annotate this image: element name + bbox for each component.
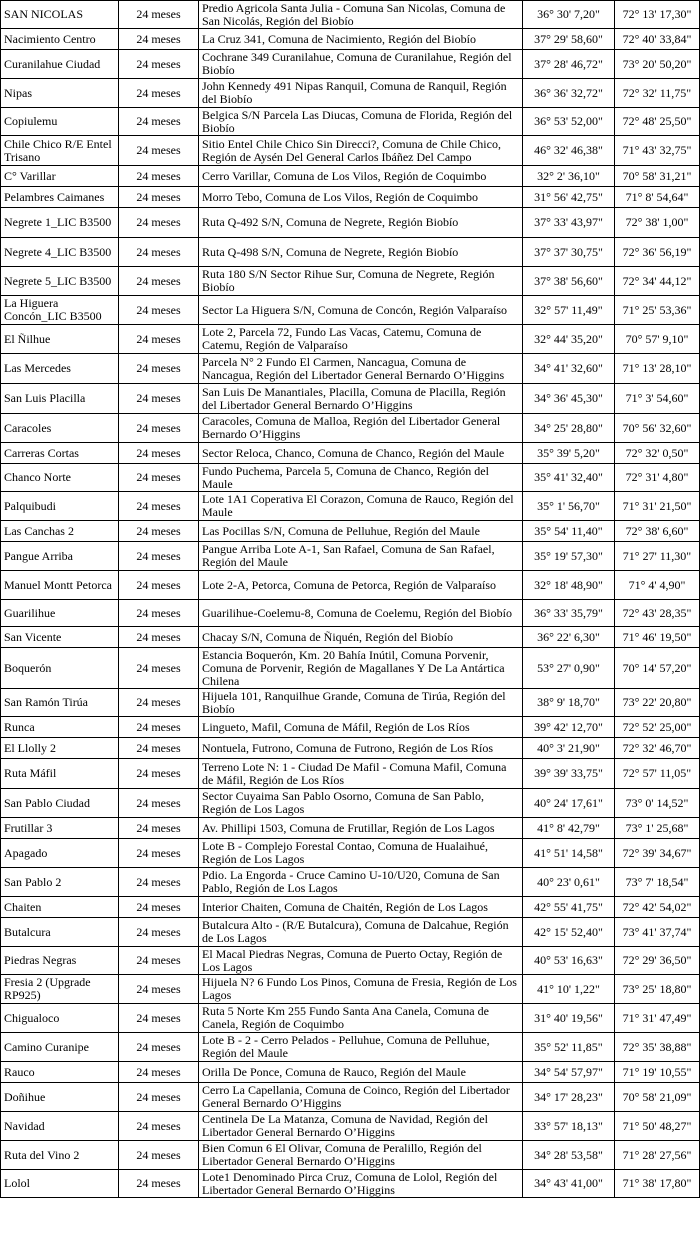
latitude: 36° 22' 6,30"	[523, 627, 615, 648]
site-name: El Ñilhue	[1, 325, 119, 354]
longitude: 72° 42' 54,02"	[615, 897, 700, 918]
site-address: La Cruz 341, Comuna de Nacimiento, Región del Biobío	[199, 29, 523, 50]
site-address: Interior Chaiten, Comuna de Chaitén, Región de Los Lagos	[199, 897, 523, 918]
contract-term: 24 meses	[119, 759, 199, 789]
latitude: 36° 36' 32,72"	[523, 79, 615, 108]
site-address: El Macal Piedras Negras, Comuna de Puerto Octay, Región de Los Lagos	[199, 947, 523, 975]
table-row	[1, 918, 700, 947]
site-address: Chacay S/N, Comuna de Ñiquén, Región del Biobío	[199, 627, 523, 648]
contract-term: 24 meses	[119, 1112, 199, 1141]
site-name: Carreras Cortas	[1, 443, 119, 464]
latitude: 36° 53' 52,00"	[523, 108, 615, 136]
table-row	[1, 108, 700, 136]
contract-term: 24 meses	[119, 818, 199, 839]
longitude: 71° 31' 21,50"	[615, 492, 700, 521]
table-row	[1, 50, 700, 79]
site-address: Nontuela, Futrono, Comuna de Futrono, Región de Los Ríos	[199, 738, 523, 759]
table-row	[1, 208, 700, 238]
site-name: Las Mercedes	[1, 354, 119, 384]
site-address: Orilla De Ponce, Comuna de Rauco, Región del Maule	[199, 1062, 523, 1083]
latitude: 38° 9' 18,70"	[523, 689, 615, 717]
latitude: 35° 1' 56,70"	[523, 492, 615, 521]
latitude: 32° 18' 48,90"	[523, 571, 615, 600]
site-name: Chile Chico R/E Entel Trisano	[1, 136, 119, 166]
site-address: Av. Phillipi 1503, Comuna de Frutillar, Región de Los Lagos	[199, 818, 523, 839]
table-row	[1, 29, 700, 50]
latitude: 34° 41' 32,60"	[523, 354, 615, 384]
site-name: Negrete 5_LIC B3500	[1, 267, 119, 296]
contract-term: 24 meses	[119, 975, 199, 1004]
latitude: 37° 38' 56,60"	[523, 267, 615, 296]
contract-term: 24 meses	[119, 648, 199, 689]
contract-term: 24 meses	[119, 789, 199, 818]
table-row	[1, 542, 700, 571]
table-row	[1, 443, 700, 464]
longitude: 72° 52' 25,00"	[615, 717, 700, 738]
site-name: Chanco Norte	[1, 464, 119, 492]
table-row	[1, 1062, 700, 1083]
table-body	[1, 1, 700, 1198]
contract-term: 24 meses	[119, 1, 199, 29]
longitude: 73° 7' 18,54"	[615, 868, 700, 897]
latitude: 35° 41' 32,40"	[523, 464, 615, 492]
site-address: Terreno Lote N: 1 - Ciudad De Mafil - Comuna Mafil, Comuna de Máfil, Región de Los Ríos	[199, 759, 523, 789]
site-address: Parcela N° 2 Fundo El Carmen, Nancagua, Comuna de Nancagua, Región del Libertador General Bernardo O’Higgins	[199, 354, 523, 384]
table-row	[1, 1033, 700, 1062]
contract-term: 24 meses	[119, 717, 199, 738]
site-address: Sector Cuyaima San Pablo Osorno, Comuna de San Pablo, Región de Los Lagos	[199, 789, 523, 818]
contract-term: 24 meses	[119, 1033, 199, 1062]
site-name: Negrete 1_LIC B3500	[1, 208, 119, 238]
longitude: 72° 36' 56,19"	[615, 238, 700, 267]
longitude: 72° 13' 17,30"	[615, 1, 700, 29]
table-row	[1, 492, 700, 521]
latitude: 46° 32' 46,38"	[523, 136, 615, 166]
site-name: San Pablo Ciudad	[1, 789, 119, 818]
contract-term: 24 meses	[119, 918, 199, 947]
site-name: Palquibudi	[1, 492, 119, 521]
longitude: 72° 29' 36,50"	[615, 947, 700, 975]
table-row	[1, 79, 700, 108]
contract-term: 24 meses	[119, 443, 199, 464]
site-address: Pangue Arriba Lote A-1, San Rafael, Comuna de San Rafael, Región del Maule	[199, 542, 523, 571]
latitude: 34° 28' 53,58"	[523, 1141, 615, 1170]
site-address: Morro Tebo, Comuna de Los Vilos, Región de Coquimbo	[199, 187, 523, 208]
site-name: Chaiten	[1, 897, 119, 918]
site-name: Pelambres Caimanes	[1, 187, 119, 208]
site-name: San Luis Placilla	[1, 384, 119, 414]
table-row	[1, 1004, 700, 1033]
site-name: San Pablo 2	[1, 868, 119, 897]
site-address: Ruta 5 Norte Km 255 Fundo Santa Ana Canela, Comuna de Canela, Región de Coquimbo	[199, 1004, 523, 1033]
contract-term: 24 meses	[119, 689, 199, 717]
latitude: 34° 43' 41,00"	[523, 1170, 615, 1198]
longitude: 71° 3' 54,60"	[615, 384, 700, 414]
table-row	[1, 296, 700, 325]
site-address: Predio Agricola Santa Julia - Comuna San Nicolas, Comuna de San Nicolás, Región del Biobío	[199, 1, 523, 29]
longitude: 72° 43' 28,35"	[615, 600, 700, 627]
site-name: Curanilahue Ciudad	[1, 50, 119, 79]
site-address: Lote 2, Parcela 72, Fundo Las Vacas, Catemu, Comuna de Catemu, Región de Valparaíso	[199, 325, 523, 354]
site-address: Centinela De La Matanza, Comuna de Navidad, Región del Libertador General Bernardo O’Higgins	[199, 1112, 523, 1141]
site-address: Ruta 180 S/N Sector Rihue Sur, Comuna de Negrete, Región Biobío	[199, 267, 523, 296]
site-name: Lolol	[1, 1170, 119, 1198]
table-row	[1, 571, 700, 600]
contract-term: 24 meses	[119, 492, 199, 521]
contract-term: 24 meses	[119, 542, 199, 571]
longitude: 70° 58' 31,21"	[615, 166, 700, 187]
longitude: 71° 13' 28,10"	[615, 354, 700, 384]
site-name: Fresia 2 (Upgrade RP925)	[1, 975, 119, 1004]
site-name: Nacimiento Centro	[1, 29, 119, 50]
site-address: Sitio Entel Chile Chico Sin Direcci?, Comuna de Chile Chico, Región de Aysén Del General Carlos Ibáñez Del Campo	[199, 136, 523, 166]
table-row	[1, 414, 700, 443]
site-name: Chigualoco	[1, 1004, 119, 1033]
site-address: Pdio. La Engorda - Cruce Camino U-10/U20, Comuna de San Pablo, Región de Los Lagos	[199, 868, 523, 897]
latitude: 40° 3' 21,90"	[523, 738, 615, 759]
site-address: Guarilihue-Coelemu-8, Comuna de Coelemu, Región del Biobío	[199, 600, 523, 627]
longitude: 71° 46' 19,50"	[615, 627, 700, 648]
table-row	[1, 521, 700, 542]
longitude: 71° 28' 27,56"	[615, 1141, 700, 1170]
site-name: Runca	[1, 717, 119, 738]
contract-term: 24 meses	[119, 868, 199, 897]
site-address: Bien Comun 6 El Olivar, Comuna de Peralillo, Región del Libertador General Bernardo O’Higgins	[199, 1141, 523, 1170]
longitude: 73° 1' 25,68"	[615, 818, 700, 839]
latitude: 40° 24' 17,61"	[523, 789, 615, 818]
site-name: SAN NICOLAS	[1, 1, 119, 29]
latitude: 36° 30' 7,20"	[523, 1, 615, 29]
site-name: Rauco	[1, 1062, 119, 1083]
table-row	[1, 464, 700, 492]
contract-term: 24 meses	[119, 267, 199, 296]
longitude: 70° 56' 32,60"	[615, 414, 700, 443]
table-row	[1, 238, 700, 267]
contract-term: 24 meses	[119, 166, 199, 187]
latitude: 34° 54' 57,97"	[523, 1062, 615, 1083]
site-name: Caracoles	[1, 414, 119, 443]
site-name: El Llolly 2	[1, 738, 119, 759]
longitude: 72° 32' 0,50"	[615, 443, 700, 464]
latitude: 53° 27' 0,90"	[523, 648, 615, 689]
table-row	[1, 818, 700, 839]
latitude: 34° 17' 28,23"	[523, 1083, 615, 1112]
longitude: 71° 8' 54,64"	[615, 187, 700, 208]
latitude: 31° 40' 19,56"	[523, 1004, 615, 1033]
table-row	[1, 354, 700, 384]
contract-term: 24 meses	[119, 947, 199, 975]
contract-term: 24 meses	[119, 627, 199, 648]
site-name: La Higuera Concón_LIC B3500	[1, 296, 119, 325]
site-address: Lote B - 2 - Cerro Pelados - Pelluhue, Comuna de Pelluhue, Región del Maule	[199, 1033, 523, 1062]
site-name: Nipas	[1, 79, 119, 108]
longitude: 71° 27' 11,30"	[615, 542, 700, 571]
latitude: 42° 55' 41,75"	[523, 897, 615, 918]
contract-term: 24 meses	[119, 1170, 199, 1198]
table-row	[1, 648, 700, 689]
site-address: Sector La Higuera S/N, Comuna de Concón, Región Valparaíso	[199, 296, 523, 325]
site-address: Lote 2-A, Petorca, Comuna de Petorca, Región de Valparaíso	[199, 571, 523, 600]
table-row	[1, 267, 700, 296]
contract-term: 24 meses	[119, 187, 199, 208]
table-row	[1, 600, 700, 627]
longitude: 72° 32' 11,75"	[615, 79, 700, 108]
contract-term: 24 meses	[119, 50, 199, 79]
table-row	[1, 947, 700, 975]
longitude: 72° 39' 34,67"	[615, 839, 700, 868]
latitude: 39° 39' 33,75"	[523, 759, 615, 789]
latitude: 37° 33' 43,97"	[523, 208, 615, 238]
longitude: 73° 20' 50,20"	[615, 50, 700, 79]
latitude: 32° 57' 11,49"	[523, 296, 615, 325]
longitude: 73° 25' 18,80"	[615, 975, 700, 1004]
longitude: 72° 34' 44,12"	[615, 267, 700, 296]
longitude: 72° 31' 4,80"	[615, 464, 700, 492]
site-name: Copiulemu	[1, 108, 119, 136]
contract-term: 24 meses	[119, 1004, 199, 1033]
site-name: Butalcura	[1, 918, 119, 947]
site-address: Lote1 Denominado Pirca Cruz, Comuna de Lolol, Región del Libertador General Bernardo O’Higgins	[199, 1170, 523, 1198]
table-row	[1, 325, 700, 354]
table-row	[1, 759, 700, 789]
table-row	[1, 1083, 700, 1112]
longitude: 70° 57' 9,10"	[615, 325, 700, 354]
contract-term: 24 meses	[119, 296, 199, 325]
contract-term: 24 meses	[119, 414, 199, 443]
contract-term: 24 meses	[119, 464, 199, 492]
site-name: Pangue Arriba	[1, 542, 119, 571]
contract-term: 24 meses	[119, 354, 199, 384]
site-name: C° Varillar	[1, 166, 119, 187]
longitude: 72° 40' 33,84"	[615, 29, 700, 50]
longitude: 72° 38' 1,00"	[615, 208, 700, 238]
site-address: Butalcura Alto - (R/E Butalcura), Comuna de Dalcahue, Región de Los Lagos	[199, 918, 523, 947]
longitude: 73° 0' 14,52"	[615, 789, 700, 818]
latitude: 41° 10' 1,22"	[523, 975, 615, 1004]
contract-term: 24 meses	[119, 1083, 199, 1112]
contract-term: 24 meses	[119, 1141, 199, 1170]
site-address: Cochrane 349 Curanilahue, Comuna de Curanilahue, Región del Biobío	[199, 50, 523, 79]
contract-term: 24 meses	[119, 571, 199, 600]
latitude: 36° 33' 35,79"	[523, 600, 615, 627]
latitude: 32° 2' 36,10"	[523, 166, 615, 187]
latitude: 42° 15' 52,40"	[523, 918, 615, 947]
table-row	[1, 1112, 700, 1141]
site-address: Cerro Varillar, Comuna de Los Vilos, Región de Coquimbo	[199, 166, 523, 187]
latitude: 40° 53' 16,63"	[523, 947, 615, 975]
site-name: San Ramón Tirúa	[1, 689, 119, 717]
contract-term: 24 meses	[119, 897, 199, 918]
longitude: 71° 4' 4,90"	[615, 571, 700, 600]
latitude: 37° 37' 30,75"	[523, 238, 615, 267]
contract-term: 24 meses	[119, 108, 199, 136]
site-name: Frutillar 3	[1, 818, 119, 839]
longitude: 70° 58' 21,09"	[615, 1083, 700, 1112]
latitude: 40° 23' 0,61"	[523, 868, 615, 897]
longitude: 72° 57' 11,05"	[615, 759, 700, 789]
site-address: San Luis De Manantiales, Placilla, Comuna de Placilla, Región del Libertador General Bernardo O’Higgins	[199, 384, 523, 414]
site-name: Navidad	[1, 1112, 119, 1141]
longitude: 72° 38' 6,60"	[615, 521, 700, 542]
latitude: 31° 56' 42,75"	[523, 187, 615, 208]
site-address: Lote 1A1 Coperativa El Corazon, Comuna de Rauco, Región del Maule	[199, 492, 523, 521]
latitude: 35° 39' 5,20"	[523, 443, 615, 464]
table-row	[1, 1170, 700, 1198]
site-address: Lingueto, Mafil, Comuna de Máfil, Región de Los Ríos	[199, 717, 523, 738]
table-row	[1, 627, 700, 648]
site-address: John Kennedy 491 Nipas Ranquil, Comuna de Ranquil, Región del Biobío	[199, 79, 523, 108]
site-address: Ruta Q-492 S/N, Comuna de Negrete, Región Biobío	[199, 208, 523, 238]
site-address: Estancia Boquerón, Km. 20 Bahía Inútil, Comuna Porvenir, Comuna de Porvenir, Región de Magallanes Y De La Antártica Chilena	[199, 648, 523, 689]
site-name: San Vicente	[1, 627, 119, 648]
latitude: 39° 42' 12,70"	[523, 717, 615, 738]
site-name: Las Canchas 2	[1, 521, 119, 542]
longitude: 71° 43' 32,75"	[615, 136, 700, 166]
table-row	[1, 1, 700, 29]
contract-term: 24 meses	[119, 839, 199, 868]
table-row	[1, 868, 700, 897]
table-row	[1, 1141, 700, 1170]
table-row	[1, 839, 700, 868]
site-name: Guarilihue	[1, 600, 119, 627]
contract-term: 24 meses	[119, 29, 199, 50]
contract-term: 24 meses	[119, 738, 199, 759]
longitude: 71° 50' 48,27"	[615, 1112, 700, 1141]
latitude: 34° 36' 45,30"	[523, 384, 615, 414]
latitude: 37° 29' 58,60"	[523, 29, 615, 50]
latitude: 41° 51' 14,58"	[523, 839, 615, 868]
longitude: 73° 41' 37,74"	[615, 918, 700, 947]
latitude: 35° 19' 57,30"	[523, 542, 615, 571]
site-address: Hijuela 101, Ranquilhue Grande, Comuna de Tirúa, Región del Biobío	[199, 689, 523, 717]
site-address: Caracoles, Comuna de Malloa, Región del Libertador General Bernardo O’Higgins	[199, 414, 523, 443]
latitude: 35° 54' 11,40"	[523, 521, 615, 542]
longitude: 73° 22' 20,80"	[615, 689, 700, 717]
latitude: 34° 25' 28,80"	[523, 414, 615, 443]
longitude: 71° 38' 17,80"	[615, 1170, 700, 1198]
latitude: 35° 52' 11,85"	[523, 1033, 615, 1062]
site-address: Belgica S/N Parcela Las Diucas, Comuna de Florida, Región del Biobío	[199, 108, 523, 136]
longitude: 72° 48' 25,50"	[615, 108, 700, 136]
site-address: Fundo Puchema, Parcela 5, Comuna de Chanco, Región del Maule	[199, 464, 523, 492]
table-row	[1, 384, 700, 414]
latitude: 37° 28' 46,72"	[523, 50, 615, 79]
site-name: Manuel Montt Petorca	[1, 571, 119, 600]
longitude: 71° 19' 10,55"	[615, 1062, 700, 1083]
table-row	[1, 689, 700, 717]
table-row	[1, 975, 700, 1004]
site-name: Piedras Negras	[1, 947, 119, 975]
contract-term: 24 meses	[119, 521, 199, 542]
site-name: Boquerón	[1, 648, 119, 689]
contract-term: 24 meses	[119, 384, 199, 414]
contract-term: 24 meses	[119, 208, 199, 238]
contract-term: 24 meses	[119, 79, 199, 108]
site-address: Lote B - Complejo Forestal Contao, Comuna de Hualaihué, Región de Los Lagos	[199, 839, 523, 868]
table-row	[1, 897, 700, 918]
contract-term: 24 meses	[119, 1062, 199, 1083]
site-address: Hijuela N? 6 Fundo Los Pinos, Comuna de Fresia, Región de Los Lagos	[199, 975, 523, 1004]
table-row	[1, 717, 700, 738]
contract-term: 24 meses	[119, 136, 199, 166]
contract-term: 24 meses	[119, 238, 199, 267]
site-address: Ruta Q-498 S/N, Comuna de Negrete, Región Biobío	[199, 238, 523, 267]
site-address: Sector Reloca, Chanco, Comuna de Chanco, Región del Maule	[199, 443, 523, 464]
latitude: 32° 44' 35,20"	[523, 325, 615, 354]
site-name: Camino Curanipe	[1, 1033, 119, 1062]
site-name: Ruta del Vino 2	[1, 1141, 119, 1170]
longitude: 71° 31' 47,49"	[615, 1004, 700, 1033]
site-name: Ruta Máfil	[1, 759, 119, 789]
contract-term: 24 meses	[119, 325, 199, 354]
longitude: 72° 35' 38,88"	[615, 1033, 700, 1062]
table-row	[1, 136, 700, 166]
table-row	[1, 187, 700, 208]
latitude: 41° 8' 42,79"	[523, 818, 615, 839]
site-name: Negrete 4_LIC B3500	[1, 238, 119, 267]
site-name: Doñihue	[1, 1083, 119, 1112]
longitude: 71° 25' 53,36"	[615, 296, 700, 325]
table-row	[1, 166, 700, 187]
contract-term: 24 meses	[119, 600, 199, 627]
site-name: Apagado	[1, 839, 119, 868]
table-row	[1, 789, 700, 818]
site-address: Las Pocillas S/N, Comuna de Pelluhue, Región del Maule	[199, 521, 523, 542]
site-address: Cerro La Capellania, Comuna de Coinco, Región del Libertador General Bernardo O’Higgins	[199, 1083, 523, 1112]
table-row	[1, 738, 700, 759]
longitude: 70° 14' 57,20"	[615, 648, 700, 689]
latitude: 33° 57' 18,13"	[523, 1112, 615, 1141]
longitude: 72° 32' 46,70"	[615, 738, 700, 759]
